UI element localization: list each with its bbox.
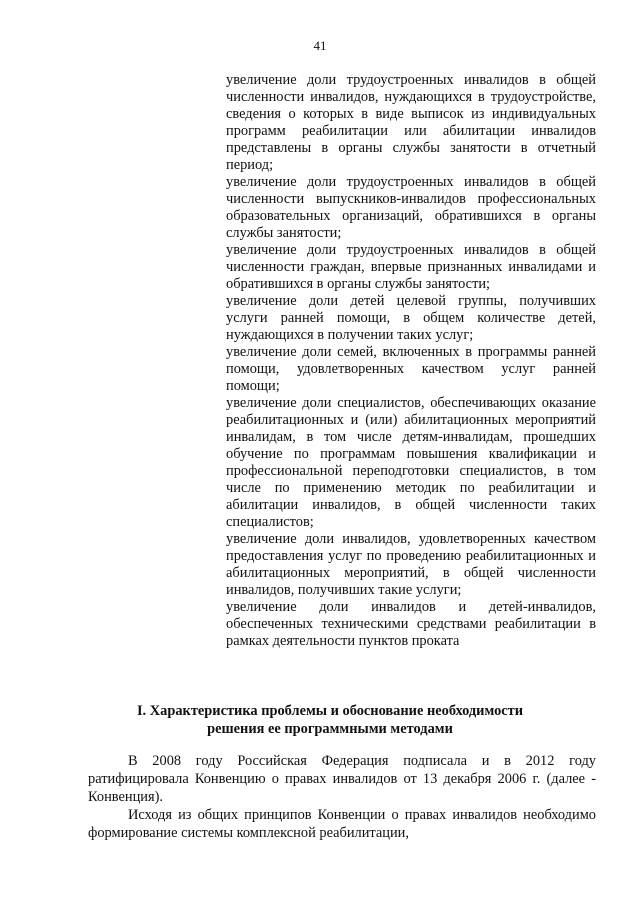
- list-item: увеличение доли семей, включенных в программы ранней помощи, удовлетворенных качеством услуг ранней помощи;: [226, 344, 596, 394]
- paragraph: В 2008 году Российская Федерация подписала и в 2012 году ратифицировала Конвенцию о правах инвалидов от 13 декабря 2006 г. (далее - Конвенция).: [88, 753, 596, 805]
- list-item: увеличение доли инвалидов, удовлетворенных качеством предоставления услуг по проведению реабилитационных и абилитационных мероприятий, в общей численности инвалидов, получивших такие услуги;: [226, 531, 596, 598]
- paragraph: Исходя из общих принципов Конвенции о правах инвалидов необходимо формирование системы комплексной реабилитации,: [88, 807, 596, 841]
- list-item: увеличение доли детей целевой группы, получивших услуги ранней помощи, в общем количестве детей, нуждающихся в получении таких услуг;: [226, 293, 596, 343]
- list-item: увеличение доли трудоустроенных инвалидов в общей численности выпускников-инвалидов профессиональных образовательных организаций, обратившихся в органы службы занятости;: [226, 174, 596, 241]
- list-item: увеличение доли трудоустроенных инвалидов в общей численности граждан, впервые признанных инвалидами и обратившихся в органы службы занятости;: [226, 242, 596, 292]
- list-item: увеличение доли специалистов, обеспечивающих оказание реабилитационных и (или) абилитационных мероприятий инвалидам, в том числе детям-инвалидам, прошедших обучение по программам повышения квалификации и профессиональной переподготовки специалистов, в том числе по применению методик по реабилитации и абилитации инвалидов, в общей численности таких специалистов;: [226, 395, 596, 530]
- list-item: увеличение доли трудоустроенных инвалидов в общей численности инвалидов, нуждающихся в трудоустройстве, сведения о которых в виде выписок из индивидуальных программ реабилитации или абилитации инвалидов представлены в органы службы занятости в отчетный период;: [226, 72, 596, 173]
- page-number: 41: [313, 38, 327, 53]
- section-heading: I. Характеристика проблемы и обоснование необходимости решения ее программными методами: [136, 703, 524, 737]
- indicator-list: [226, 72, 596, 650]
- body-text: [88, 752, 596, 842]
- list-item: увеличение доли инвалидов и детей-инвалидов, обеспеченных техническими средствами реабилитации в рамках деятельности пунктов проката: [226, 599, 596, 649]
